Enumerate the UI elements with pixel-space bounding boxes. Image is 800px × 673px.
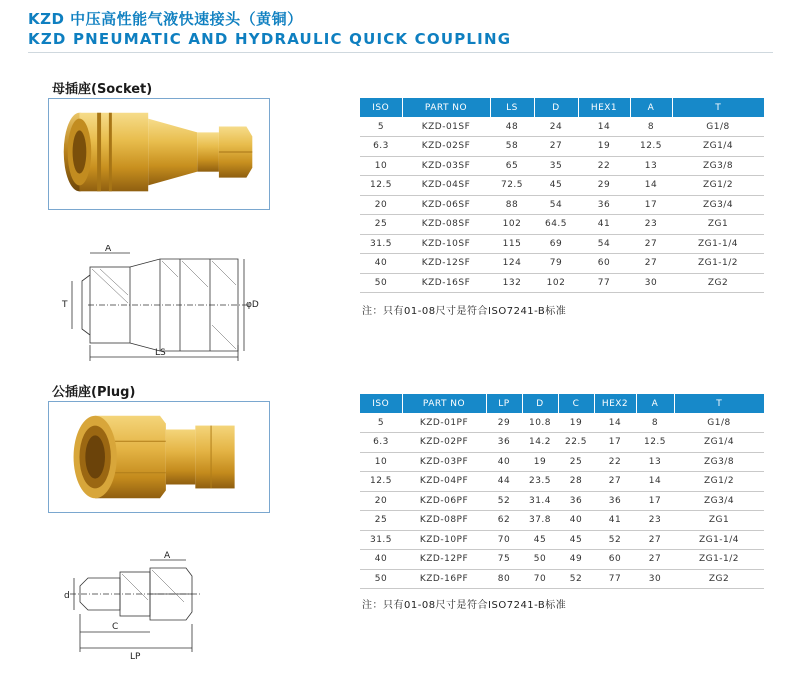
table-cell: KZD-08PF [402,511,486,531]
table-cell: 14.2 [522,433,558,453]
table-cell: 28 [558,472,594,492]
table-cell: KZD-02PF [402,433,486,453]
socket-dim-phi-d: φD [246,300,259,310]
column-header: LS [490,98,534,117]
table-cell: KZD-04SF [402,176,490,196]
table-cell: 8 [636,413,674,433]
table-cell: 14 [630,176,672,196]
table-cell: 27 [594,472,636,492]
table-cell: ZG1 [674,511,764,531]
table-cell: 52 [594,530,636,550]
table-row [360,511,764,531]
plug-dim-c: C [112,622,119,632]
table-cell: 14 [578,117,630,137]
table-cell: KZD-16PF [402,569,486,589]
page-title-cn: KZD 中压高性能气液快速接头（黄铜） [28,10,303,28]
table-cell: 52 [486,491,522,511]
table-cell: 124 [490,254,534,274]
table-cell: ZG3/4 [674,491,764,511]
column-header: T [674,394,764,413]
table-cell: 14 [594,413,636,433]
plug-table-body [360,413,764,589]
table-cell: 36 [558,491,594,511]
table-cell: 48 [490,117,534,137]
plug-photo [48,401,270,513]
table-cell: 24 [534,117,578,137]
table-row [360,254,764,274]
table-cell: 27 [534,137,578,157]
table-cell: KZD-12PF [402,550,486,570]
table-cell: 22.5 [558,433,594,453]
column-header: ISO [360,394,402,413]
table-cell: 70 [522,569,558,589]
column-header: LP [486,394,522,413]
table-row [360,550,764,570]
column-header: PART NO [402,98,490,117]
table-cell: 80 [486,569,522,589]
table-cell: 23 [636,511,674,531]
table-cell: 62 [486,511,522,531]
table-cell: 31.4 [522,491,558,511]
socket-iso-note: 注：只有01-08尺寸是符合ISO7241-B标准 [362,306,567,317]
table-cell: 77 [578,273,630,293]
table-row [360,195,764,215]
column-header: PART NO [402,394,486,413]
table-cell: 75 [486,550,522,570]
table-cell: KZD-03PF [402,452,486,472]
table-row [360,472,764,492]
table-cell: KZD-03SF [402,156,490,176]
table-cell: 45 [522,530,558,550]
table-cell: KZD-01PF [402,413,486,433]
column-header: A [636,394,674,413]
column-header: A [630,98,672,117]
table-cell: 20 [360,195,402,215]
table-cell: 41 [578,215,630,235]
table-cell: 29 [578,176,630,196]
table-cell: 41 [594,511,636,531]
table-cell: 45 [558,530,594,550]
table-cell: 65 [490,156,534,176]
table-cell: 102 [534,273,578,293]
table-cell: ZG1/4 [672,137,764,157]
table-cell: 22 [594,452,636,472]
table-cell: ZG1-1/4 [672,234,764,254]
table-cell: 31.5 [360,234,402,254]
table-cell: 12.5 [630,137,672,157]
table-cell: 30 [630,273,672,293]
table-cell: 23.5 [522,472,558,492]
table-cell: ZG1-1/2 [672,254,764,274]
table-cell: 37.8 [522,511,558,531]
plug-dim-a: A [164,551,171,561]
table-cell: 6.3 [360,433,402,453]
column-header: D [522,394,558,413]
socket-technical-drawing [60,245,260,363]
table-cell: 40 [558,511,594,531]
plug-iso-note: 注：只有01-08尺寸是符合ISO7241-B标准 [362,600,567,611]
table-cell: ZG1-1/2 [674,550,764,570]
table-cell: 5 [360,117,402,137]
table-cell: KZD-16SF [402,273,490,293]
table-cell: 6.3 [360,137,402,157]
socket-section-label: 母插座(Socket) [52,82,153,97]
socket-spec-table [360,98,764,293]
table-cell: 40 [360,550,402,570]
table-cell: 27 [636,550,674,570]
table-cell: ZG1/4 [674,433,764,453]
table-cell: 70 [486,530,522,550]
socket-table-body [360,117,764,293]
column-header: D [534,98,578,117]
table-row [360,569,764,589]
table-cell: 22 [578,156,630,176]
table-cell: 40 [360,254,402,274]
table-cell: G1/8 [674,413,764,433]
table-cell: 19 [578,137,630,157]
socket-brass-image [49,99,269,209]
table-cell: 77 [594,569,636,589]
table-cell: 54 [578,234,630,254]
plug-brass-image [49,402,269,512]
table-cell: 23 [630,215,672,235]
table-cell: 12.5 [636,433,674,453]
table-cell: 19 [558,413,594,433]
table-cell: ZG1-1/4 [674,530,764,550]
table-cell: 27 [630,234,672,254]
table-cell: KZD-04PF [402,472,486,492]
table-row [360,273,764,293]
table-cell: ZG2 [672,273,764,293]
table-cell: 115 [490,234,534,254]
table-cell: 31.5 [360,530,402,550]
table-cell: 58 [490,137,534,157]
table-header-row [360,98,764,117]
table-cell: 45 [534,176,578,196]
table-cell: 50 [360,273,402,293]
table-cell: 132 [490,273,534,293]
table-cell: 102 [490,215,534,235]
table-cell: KZD-12SF [402,254,490,274]
table-cell: 88 [490,195,534,215]
socket-dim-ls: LS [155,348,166,358]
table-cell: ZG2 [674,569,764,589]
table-cell: KZD-02SF [402,137,490,157]
table-cell: 12.5 [360,472,402,492]
table-cell: 49 [558,550,594,570]
table-cell: KZD-10PF [402,530,486,550]
plug-section-label: 公插座(Plug) [52,385,136,400]
table-cell: 44 [486,472,522,492]
title-divider [28,52,773,53]
table-cell: 30 [636,569,674,589]
table-cell: 10 [360,452,402,472]
table-cell: 27 [636,530,674,550]
table-row [360,413,764,433]
table-cell: KZD-01SF [402,117,490,137]
table-cell: 19 [522,452,558,472]
table-cell: 13 [636,452,674,472]
table-cell: 50 [360,569,402,589]
table-cell: KZD-10SF [402,234,490,254]
plug-dim-d: d [64,591,70,601]
table-cell: 12.5 [360,176,402,196]
table-row [360,433,764,453]
table-cell: 27 [630,254,672,274]
column-header: C [558,394,594,413]
table-cell: ZG1/2 [672,176,764,196]
table-header-row [360,394,764,413]
table-cell: 17 [630,195,672,215]
table-cell: ZG3/4 [672,195,764,215]
table-cell: 25 [360,511,402,531]
table-cell: ZG1 [672,215,764,235]
table-cell: 40 [486,452,522,472]
table-cell: ZG1/2 [674,472,764,492]
plug-dim-lp: LP [130,652,141,662]
table-cell: KZD-08SF [402,215,490,235]
column-header: HEX2 [594,394,636,413]
column-header: T [672,98,764,117]
table-cell: 10.8 [522,413,558,433]
plug-technical-drawing [60,548,260,663]
page-title-en: KZD PNEUMATIC AND HYDRAULIC QUICK COUPLING [28,30,512,48]
table-cell: ZG3/8 [674,452,764,472]
table-cell: 25 [558,452,594,472]
table-cell: 14 [636,472,674,492]
table-cell: 13 [630,156,672,176]
table-cell: 20 [360,491,402,511]
table-row [360,530,764,550]
table-cell: 10 [360,156,402,176]
socket-dim-a: A [105,245,112,254]
table-cell: 8 [630,117,672,137]
table-cell: 36 [578,195,630,215]
table-cell: 29 [486,413,522,433]
plug-spec-table [360,394,764,589]
table-cell: KZD-06PF [402,491,486,511]
table-row [360,117,764,137]
table-row [360,176,764,196]
table-cell: 5 [360,413,402,433]
table-row [360,491,764,511]
table-cell: 60 [594,550,636,570]
table-cell: 36 [486,433,522,453]
table-cell: 25 [360,215,402,235]
socket-photo [48,98,270,210]
table-cell: 17 [636,491,674,511]
socket-dim-t: T [62,300,68,310]
table-row [360,156,764,176]
table-cell: ZG3/8 [672,156,764,176]
table-cell: 64.5 [534,215,578,235]
table-cell: 35 [534,156,578,176]
table-cell: 36 [594,491,636,511]
table-row [360,234,764,254]
table-cell: 72.5 [490,176,534,196]
table-row [360,452,764,472]
table-cell: 50 [522,550,558,570]
column-header: ISO [360,98,402,117]
table-cell: 69 [534,234,578,254]
table-cell: 52 [558,569,594,589]
table-row [360,137,764,157]
table-cell: KZD-06SF [402,195,490,215]
table-cell: 79 [534,254,578,274]
table-row [360,215,764,235]
column-header: HEX1 [578,98,630,117]
table-cell: 54 [534,195,578,215]
table-cell: G1/8 [672,117,764,137]
table-cell: 17 [594,433,636,453]
table-cell: 60 [578,254,630,274]
